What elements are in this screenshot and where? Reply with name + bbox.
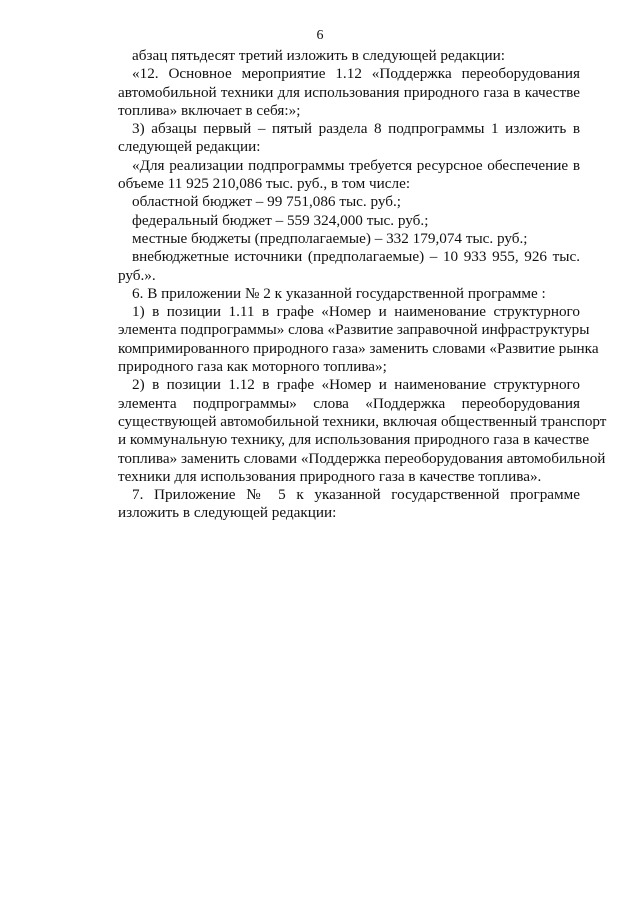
document-body	[118, 47, 607, 523]
text-line: 2) в позиции 1.12 в графе «Номер и наименование структурного	[132, 376, 580, 394]
text-line: компримированного природного газа» заменить словами «Развитие рынка	[118, 339, 599, 357]
text-line: техники для использования природного газа в качестве топлива».	[118, 467, 542, 485]
text-line: элемента подпрограммы» слова «Развитие заправочной инфраструктуры	[118, 321, 590, 339]
text-line: топлива» заменить словами «Поддержка переоборудования автомобильной	[118, 449, 606, 467]
text-line: следующей редакции:	[118, 138, 261, 156]
text-line: федеральный бюджет – 559 324,000 тыс. руб.;	[132, 211, 429, 229]
text-line: и коммунальную технику, для использования природного газа в качестве	[118, 431, 590, 449]
page-number: 6	[316, 28, 324, 43]
text-line: автомобильной техники для использования природного газа в качестве	[118, 83, 580, 101]
text-line: 1) в позиции 1.11 в графе «Номер и наименование структурного	[132, 303, 580, 321]
text-line: 7. Приложение № 5 к указанной государственной программе	[132, 486, 580, 504]
text-line: элемента подпрограммы» слова «Поддержка переоборудования	[118, 394, 580, 412]
text-line: существующей автомобильной техники, включая общественный транспорт	[118, 412, 607, 430]
text-line: руб.».	[118, 266, 156, 284]
text-line: 6. В приложении № 2 к указанной государственной программе :	[132, 284, 546, 302]
text-line: «12. Основное мероприятие 1.12 «Поддержка переоборудования	[132, 65, 580, 83]
text-line: природного газа как моторного топлива»;	[118, 358, 387, 376]
text-line: изложить в следующей редакции:	[118, 504, 337, 522]
text-line: объеме 11 925 210,086 тыс. руб., в том числе:	[118, 175, 411, 193]
text-line: 3) абзацы первый – пятый раздела 8 подпрограммы 1 изложить в	[132, 120, 580, 138]
text-line: абзац пятьдесят третий изложить в следующей редакции:	[132, 47, 506, 64]
text-line: «Для реализации подпрограммы требуется ресурсное обеспечение в	[132, 156, 580, 174]
text-line: областной бюджет – 99 751,086 тыс. руб.;	[132, 193, 402, 211]
text-line: внебюджетные источники (предполагаемые) – 10 933 955, 926 тыс.	[132, 248, 580, 266]
text-line: местные бюджеты (предполагаемые) – 332 179,074 тыс. руб.;	[132, 229, 528, 247]
text-line: топлива» включает в себя:»;	[118, 101, 301, 119]
